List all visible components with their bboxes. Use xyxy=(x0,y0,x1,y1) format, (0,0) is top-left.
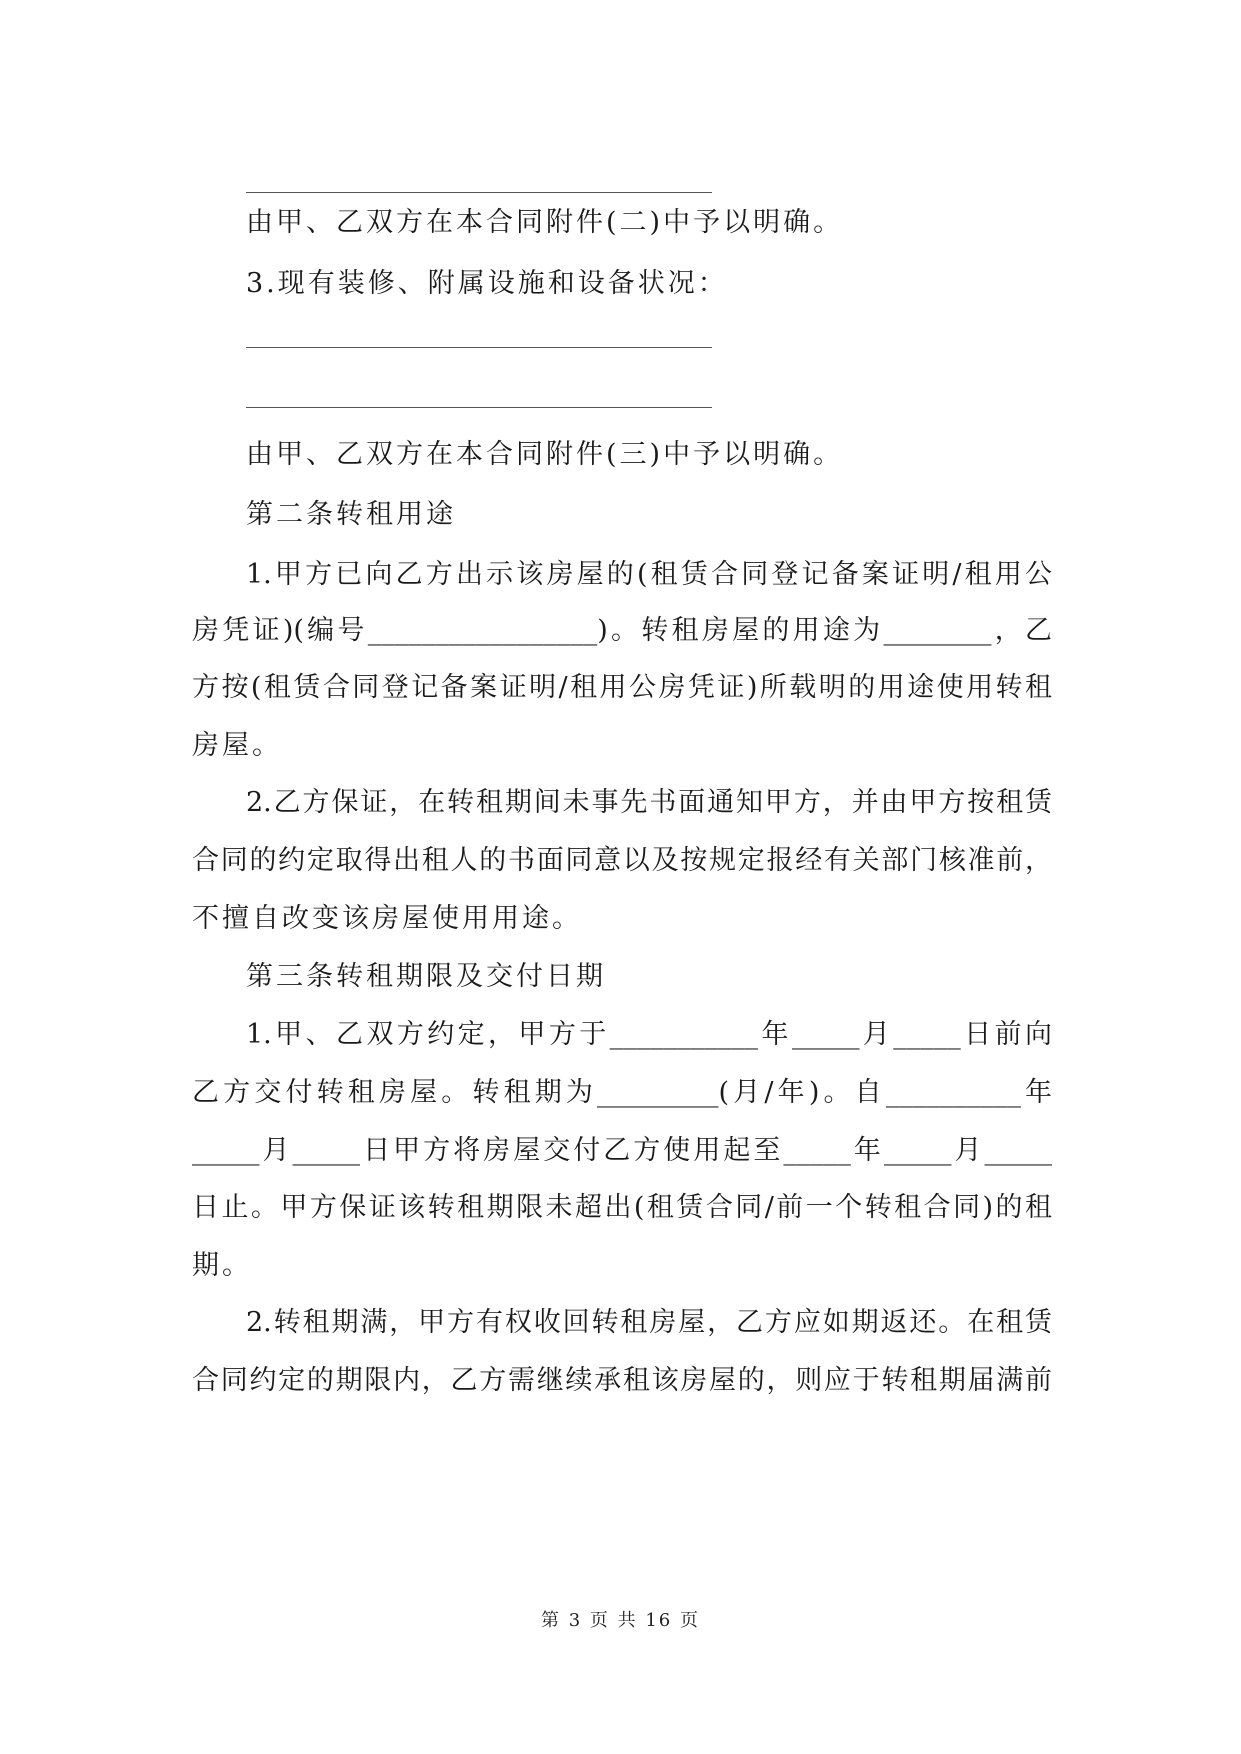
paragraph-line: 由甲、乙双方在本合同附件(三)中予以明确。 xyxy=(246,439,844,470)
paragraph-line: 方按(租赁合同登记备案证明/租用公房凭证)所载明的用途使用转租 xyxy=(192,672,1052,703)
section-heading: 第二条转租用途 xyxy=(246,499,456,530)
paragraph-line: 期。 xyxy=(192,1250,252,1281)
paragraph-line: 乙方交付转租房屋。转租期为_________(月/年)。自__________年 xyxy=(192,1077,1052,1108)
paragraph-line: 2.转租期满，甲方有权收回转租房屋，乙方应如期返还。在租赁 xyxy=(246,1307,1052,1338)
blank-fill-line xyxy=(246,407,712,408)
paragraph-line: 合同约定的期限内，乙方需继续承租该房屋的，则应于转租期届满前 xyxy=(192,1365,1052,1396)
paragraph-line: 房凭证)(编号_________________)。转租房屋的用途为________，乙 xyxy=(192,615,1052,646)
page-number-footer: 第 3 页 共 16 页 xyxy=(541,1610,700,1631)
paragraph-line: 3.现有装修、附属设施和设备状况： xyxy=(246,268,728,299)
paragraph-line: 合同的约定取得出租人的书面同意以及按规定报经有关部门核准前， xyxy=(192,845,1052,876)
paragraph-line: 日止。甲方保证该转租期限未超出(租赁合同/前一个转租合同)的租 xyxy=(192,1192,1052,1223)
section-heading: 第三条转租期限及交付日期 xyxy=(246,961,606,992)
paragraph-line: 不擅自改变该房屋使用用途。 xyxy=(192,903,582,934)
paragraph-line: 由甲、乙双方在本合同附件(二)中予以明确。 xyxy=(246,207,844,238)
paragraph-line: _____月_____日甲方将房屋交付乙方使用起至_____年_____月_____ xyxy=(192,1135,1052,1166)
paragraph-line: 房屋。 xyxy=(192,730,282,761)
paragraph-line: 1.甲方已向乙方出示该房屋的(租赁合同登记备案证明/租用公 xyxy=(246,559,1052,590)
paragraph-line: 1.甲、乙双方约定，甲方于___________年_____月_____日前向 xyxy=(246,1019,1052,1050)
blank-fill-line xyxy=(246,347,712,348)
blank-fill-line xyxy=(246,192,712,193)
paragraph-line: 2.乙方保证，在转租期间未事先书面通知甲方，并由甲方按租赁 xyxy=(246,787,1052,818)
